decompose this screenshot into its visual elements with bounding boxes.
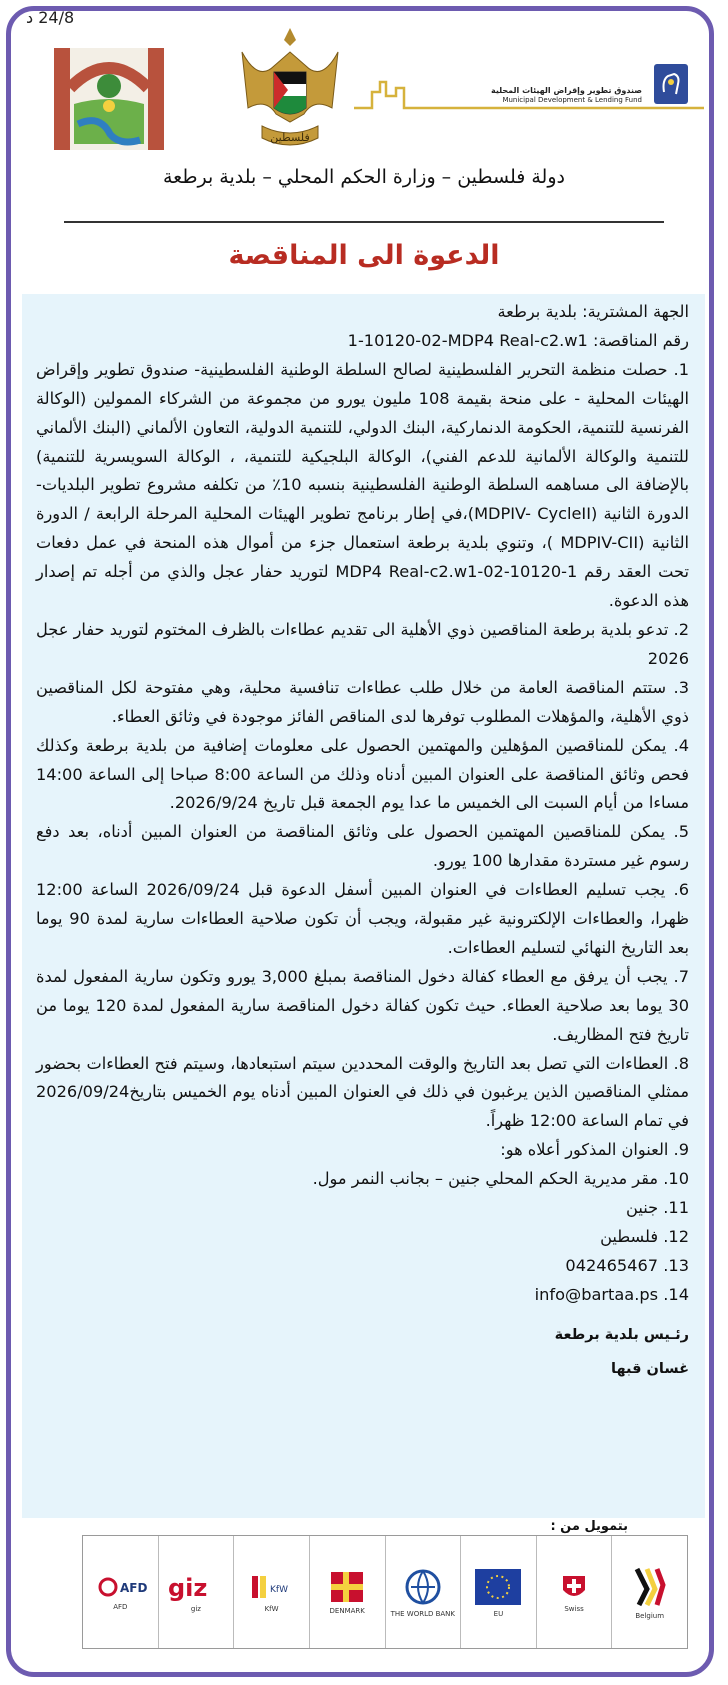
bartaa-municipality-logo: [50, 44, 168, 154]
eu-logo-icon: [473, 1567, 523, 1607]
paragraph-11: 11. جنين: [626, 1198, 689, 1218]
funder-eu: [460, 1536, 536, 1648]
world-bank-logo-icon: [403, 1567, 443, 1607]
header-divider: [64, 221, 664, 223]
tender-number: 1-10120-02-MDP4 Real-c2.w1: [347, 330, 588, 350]
giz-logo-icon: [166, 1572, 226, 1602]
emblem-caption: فلسطين: [270, 131, 310, 144]
funder-giz: [158, 1536, 234, 1648]
government-line: دولة فلسطين – وزارة الحكم المحلي – بلدية برطعة: [163, 166, 565, 188]
paragraph-4: 4. يمكن للمناقصين المؤهلين والمهتمين الحصول على معلومات إضافية من بلدية برطعة وكذلك فحص وثائق المناقصة على العنوان المبين أدناه وذلك من الساعة 8:00 صباحا إلى الساعة 14:00 مساءا من أيام السبت الى الخميس ما عدا يوم الجمعة قبل تاريخ 2026/9/24.: [36, 735, 689, 813]
svg-text:AFD: AFD: [120, 1580, 148, 1595]
funder-afd: [83, 1536, 158, 1648]
funder-afd-text: AFD: [113, 1602, 128, 1611]
paragraph-10: 10. مقر مديرية الحكم المحلي جنين – بجانب النمر مول.: [312, 1169, 689, 1189]
mdlf-logo: [352, 52, 704, 118]
skyline-graphic: [352, 52, 704, 118]
funder-swiss-text: Swiss: [564, 1604, 584, 1613]
funder-swiss: [536, 1536, 612, 1648]
paragraph-1: 1. حصلت منظمة التحرير الفلسطينية لصالح السلطة الوطنية الفلسطينية- صندوق تطوير وإقراض الهيئات المحلية - على منحة بقيمة 108 مليون يورو من مجموعة من الشركاء الممولين (الوكالة الفرنسية للتنمية، الحكومة الدنماركية، البنك الدولي، للتنمية الدولية، التعاون الألماني (البنك الألماني للتنمية والوكالة الألمانية للدعم الفني)، الوكالة البلجيكية للتنمية، ، الوكالة السويسرية للتنمية) بالإضافة الى مساهمه السلطة الوطنية الفلسطينية بنسبه 10٪ من تكلفه مشروع تطوير البلديات- الدورة الثانية (MDPIV- CycleII)،في إطار برنامج تطوير الهيئات المحلية المرحلة الرابعة / الدورة الثانية (MDPIV-CII )، وتنوي بلدية برطعة استعمال جزء من أموال هذه المنحة في عمل دفعات تحت العقد رقم 1-10120-02-MDP4 Real-c2.w1 لتوريد حفار عجل والذي من أجله تم إصدار هذه الدعوة.: [36, 359, 689, 611]
paragraph-6: 6. يجب تسليم العطاءات في العنوان المبين أسفل الدعوة قبل 2026/09/24 الساعة 12:00 ظهرا، والعطاءات الإلكترونية غير مقبولة، ويجب أن تكون صلاحية العطاءات سارية لمدة 90 يوما بعد التاريخ النهائي لتسليم العطاءات.: [36, 880, 689, 957]
signature-title: رئـيس بلدية برطعة: [554, 1326, 689, 1343]
belgium-logo-icon: [633, 1565, 667, 1609]
purchaser-line: الجهة المشترية: بلدية برطعة: [497, 302, 689, 321]
funder-denmark: [309, 1536, 385, 1648]
funder-denmark-text: DENMARK: [329, 1606, 365, 1615]
kfw-logo-icon: [250, 1572, 294, 1602]
signature-block: [36, 1318, 689, 1386]
paragraph-12: 12. فلسطين: [600, 1227, 689, 1246]
funder-giz-text: giz: [190, 1604, 201, 1613]
funder-kfw-text: KfW: [264, 1604, 279, 1613]
page-number: 24/8 د: [26, 8, 75, 27]
funder-world-bank-text: THE WORLD BANK: [390, 1609, 456, 1618]
mdlf-name-ar: صندوق تطوير وإقراض الهيئات المحلية: [491, 86, 642, 95]
paragraph-2: 2. تدعو بلدية برطعة المناقصين ذوي الأهلية الى تقديم عطاءات بالظرف المختوم لتوريد حفار عجل 2026: [36, 619, 689, 668]
funder-belgium: [611, 1536, 687, 1648]
mdlf-hand-icon: [654, 64, 688, 104]
paragraph-8: 8. العطاءات التي تصل بعد التاريخ والوقت المحددين سيتم استبعادها، وسيتم فتح العطاءات بحضور ممثلي المناقصين الذين يرغبون في ذلك في العنوان المبين أدناه يوم الخميس بتاريخ2026/09/24 في تمام الساعة 12:00 ظهراً.: [36, 1053, 689, 1131]
paragraph-5: 5. يمكن للمناقصين المهتمين الحصول على وثائق المناقصة من العنوان المبين أدناه، بعد دفع رسوم غير مستردة مقدارها 100 يورو.: [36, 822, 689, 871]
swiss-logo-icon: [559, 1572, 589, 1602]
funders-strip: [82, 1535, 688, 1649]
signature-name: غسان قبها: [611, 1360, 689, 1377]
paragraph-13: 13. 042465467: [565, 1255, 689, 1275]
funder-world-bank: [385, 1536, 461, 1648]
tender-number-line: [36, 327, 689, 356]
tender-label: رقم المناقصة:: [593, 330, 689, 350]
paragraph-14: 14. info@bartaa.ps: [534, 1284, 689, 1304]
funders-label: بتمويل من :: [550, 1519, 628, 1534]
mdlf-name-en: Municipal Development & Lending Fund: [502, 96, 642, 104]
afd-logo-icon: [98, 1574, 148, 1600]
funder-eu-text: EU: [493, 1609, 504, 1618]
tender-body: [22, 294, 705, 1518]
funder-kfw: [233, 1536, 309, 1648]
funder-belgium-text: Belgium: [635, 1611, 665, 1620]
svg-text:KfW: KfW: [269, 1584, 288, 1595]
paragraph-9: 9. العنوان المذكور أعلاه هو:: [500, 1140, 689, 1160]
paragraph-7: 7. يجب أن يرفق مع العطاء كفالة دخول المناقصة بمبلغ 3,000 يورو وتكون سارية المفعول لمدة 30 يوما بعد صلاحية العطاء. حيث تكون كفالة دخول المناقصة سارية المفعول لمدة 120 يوما من تاريخ فتح المظاريف.: [36, 966, 689, 1044]
palestine-eagle-emblem: [238, 22, 342, 156]
denmark-logo-icon: [327, 1570, 367, 1604]
paragraph-3: 3. ستتم المناقصة العامة من خلال طلب عطاءات تنافسية محلية، وهي مفتوحة لكل المناقصين ذوي الأهلية، والمؤهلات المطلوب توفرها لدى المناقص الفائز موجودة في وثائق العطاء.: [36, 677, 689, 726]
page-title: الدعوة الى المناقصة: [228, 240, 500, 271]
svg-text:giz: giz: [167, 1573, 208, 1602]
